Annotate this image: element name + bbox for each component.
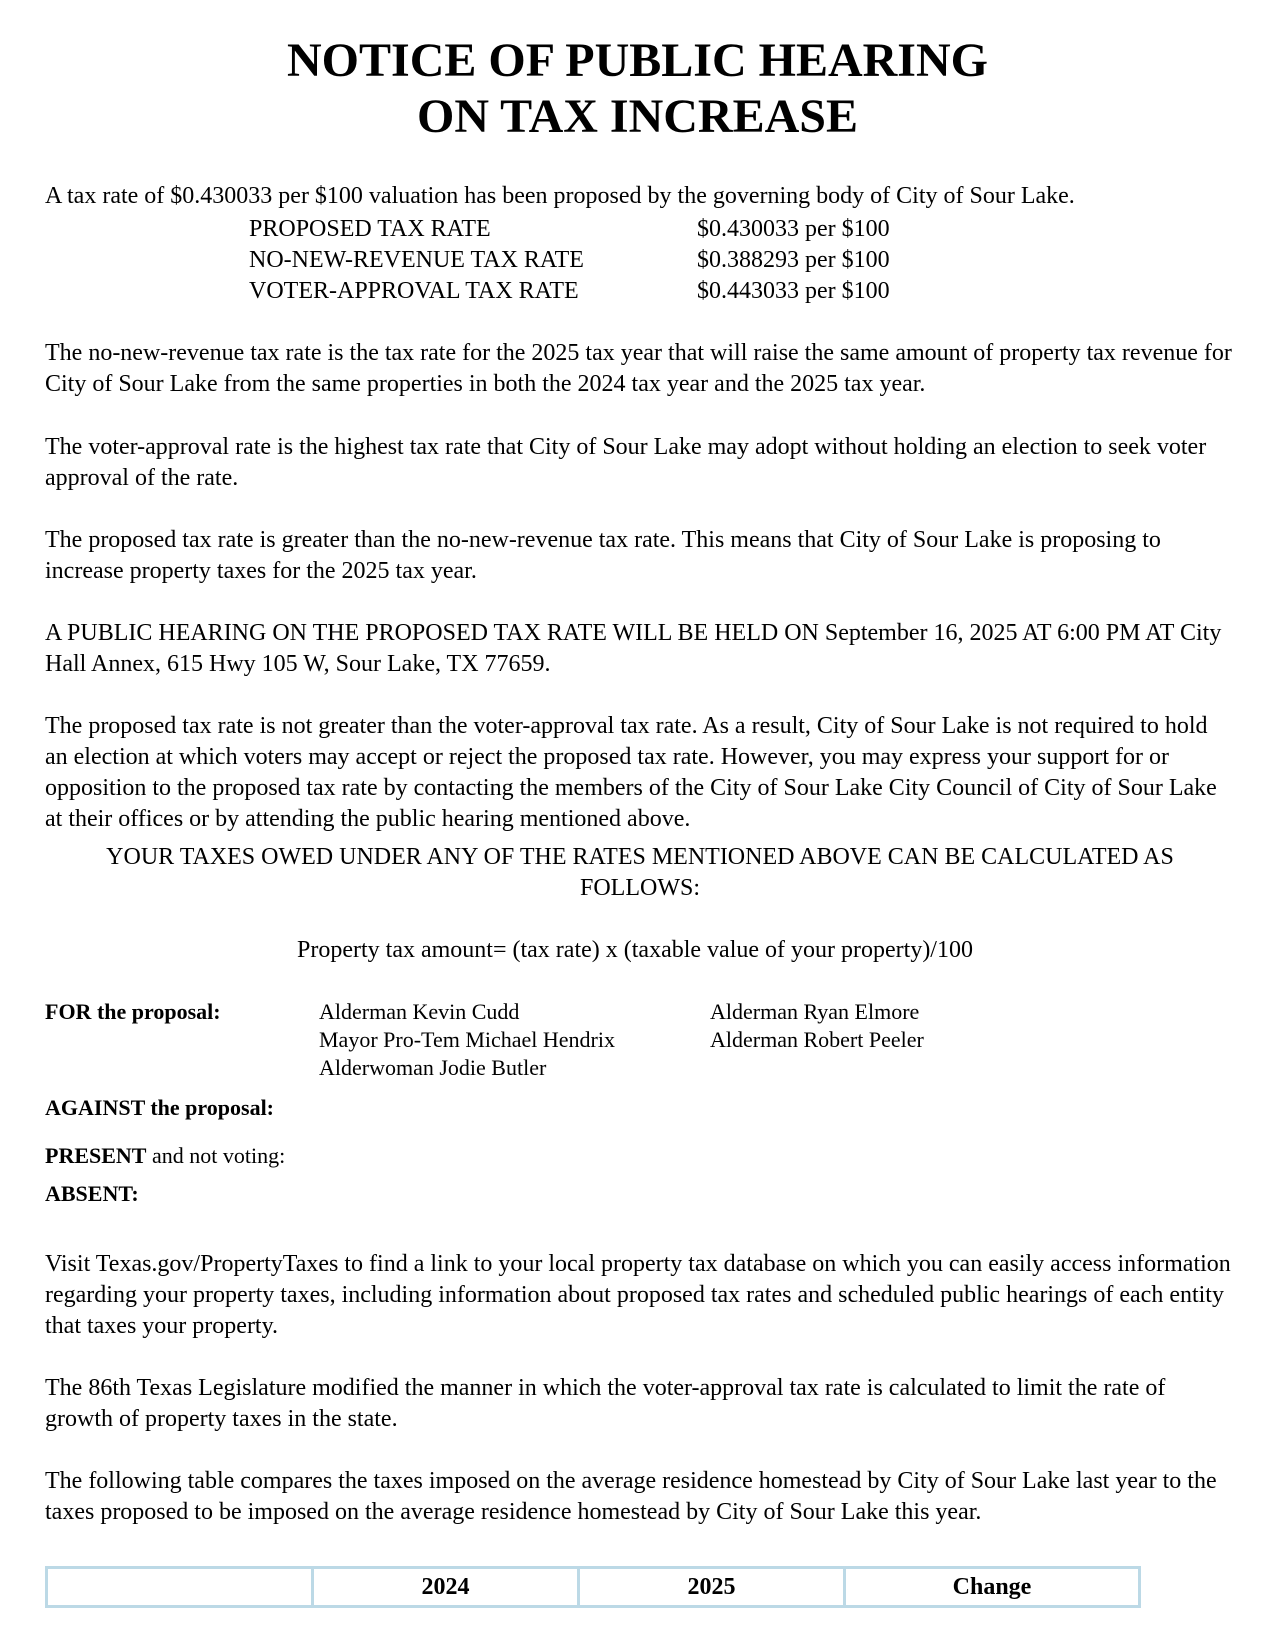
absent-label: ABSENT: (45, 1181, 139, 1206)
rate-label: VOTER-APPROVAL TAX RATE (249, 278, 579, 304)
council-member: Alderman Robert Peeler (710, 1027, 924, 1052)
for-column-1 (319, 998, 615, 1082)
voter-approval-paragraph: The voter-approval rate is the highest tax rate that City of Sour Lake may adopt without holding an election to seek voter approval of the rate. (45, 434, 1207, 491)
council-member: Mayor Pro-Tem Michael Hendrix (319, 1027, 615, 1052)
rate-row-no-new-revenue (249, 245, 890, 276)
for-column-2 (710, 998, 924, 1054)
no-new-revenue-paragraph: The no-new-revenue tax rate is the tax rate for the 2025 tax year that will raise the same amount of property tax revenue for City of Sour Lake from the same properties in both the 2024 tax year and the 2025 tax year. (45, 340, 1232, 397)
table-header-cell: Change (845, 1568, 1140, 1607)
table-header-row (47, 1568, 1140, 1607)
against-label: AGAINST the proposal: (45, 1095, 275, 1120)
title-line-2: ON TAX INCREASE (417, 90, 858, 143)
present-label: PRESENT and not voting: (45, 1143, 286, 1168)
hearing-paragraph: A PUBLIC HEARING ON THE PROPOSED TAX RATE WILL BE HELD ON September 16, 2025 AT 6:00 PM AT City Hall Annex, 615 Hwy 105 W, Sour Lake, TX 77659. (45, 620, 1222, 677)
visit-paragraph: Visit Texas.gov/PropertyTaxes to find a link to your local property tax database on which you can easily access information regarding your property taxes, including information about proposed tax rates and scheduled public hearings of each entity that taxes your property. (45, 1251, 1231, 1339)
council-member: Alderwoman Jodie Butler (319, 1055, 547, 1080)
comparison-table (45, 1566, 1141, 1608)
rate-row-voter-approval (249, 276, 890, 307)
council-member: Alderman Kevin Cudd (319, 999, 520, 1024)
rate-value: $0.443033 per $100 (697, 278, 890, 304)
rate-value: $0.388293 per $100 (697, 247, 890, 273)
notice-title (0, 33, 1275, 145)
formula: Property tax amount= (tax rate) x (taxable value of your property)/100 (297, 937, 973, 963)
table-header-cell: 2025 (579, 1568, 845, 1607)
table-intro-paragraph: The following table compares the taxes imposed on the average residence homestead by City of Sour Lake last year to the taxes proposed to be imposed on the average residence homestead by City of Sour Lake this year. (45, 1468, 1217, 1525)
not-greater-paragraph: The proposed tax rate is not greater than the voter-approval tax rate. As a result, City of Sour Lake is not required to hold an election at which voters may accept or reject the proposed tax rate. However, you may express your support for or opposition to the proposed tax rate by contacting the members of the City of Sour Lake City Council of City of Sour Lake at their offices or by attending the public hearing mentioned above. (45, 713, 1217, 832)
rate-value: $0.430033 per $100 (697, 216, 890, 242)
table-header-cell (47, 1568, 313, 1607)
table-header-cell: 2024 (313, 1568, 579, 1607)
rate-row-proposed (249, 214, 890, 245)
rate-label: PROPOSED TAX RATE (249, 216, 491, 242)
title-line-1: NOTICE OF PUBLIC HEARING (287, 34, 988, 87)
legislature-paragraph: The 86th Texas Legislature modified the manner in which the voter-approval tax rate is calculated to limit the rate of growth of property taxes in the state. (45, 1375, 1166, 1432)
for-label: FOR the proposal: (45, 999, 221, 1024)
rate-label: NO-NEW-REVENUE TAX RATE (249, 247, 584, 273)
council-member: Alderman Ryan Elmore (710, 999, 920, 1024)
calc-heading: YOUR TAXES OWED UNDER ANY OF THE RATES MENTIONED ABOVE CAN BE CALCULATED AS FOLLOWS: (106, 844, 1174, 901)
greater-paragraph: The proposed tax rate is greater than the no-new-revenue tax rate. This means that City of Sour Lake is proposing to increase property taxes for the 2025 tax year. (45, 527, 1161, 584)
rates-list (249, 214, 890, 307)
intro-paragraph: A tax rate of $0.430033 per $100 valuation has been proposed by the governing body of City of Sour Lake. (45, 183, 1075, 209)
